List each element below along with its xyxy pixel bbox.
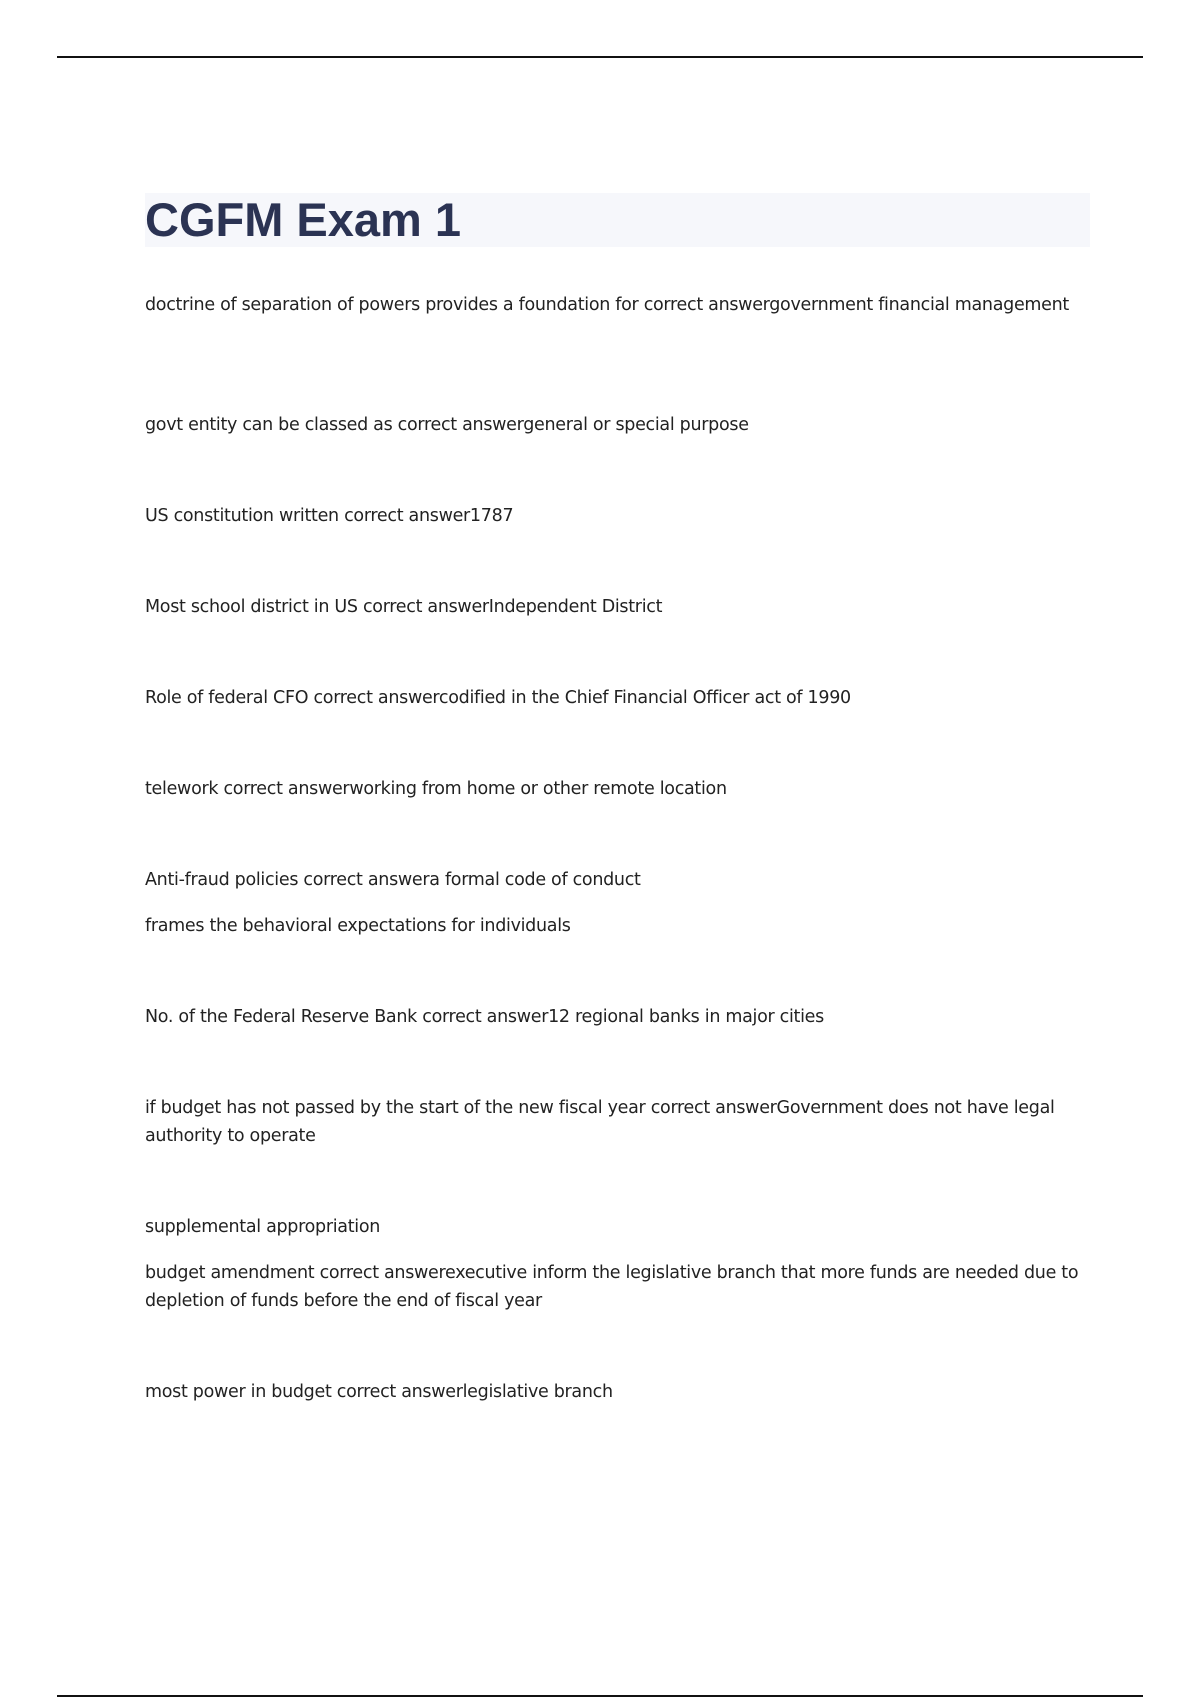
qa-entry-federal-cfo: Role of federal CFO correct answercodified in the Chief Financial Officer act of 1990 <box>145 688 851 708</box>
qa-entry-federal-reserve: No. of the Federal Reserve Bank correct answer12 regional banks in major cities <box>145 1007 824 1027</box>
qa-entry-separation-of-powers: doctrine of separation of powers provides a foundation for correct answergovernment financial management <box>145 295 1069 315</box>
qa-entry-behavioral-expectations: frames the behavioral expectations for individuals <box>145 916 571 936</box>
qa-entry-budget-amendment: budget amendment correct answerexecutive inform the legislative branch that more funds are needed due to depletion of funds before the end of fiscal year <box>145 1263 1079 1311</box>
page-title: CGFM Exam 1 <box>145 193 462 246</box>
bottom-rule <box>57 1695 1143 1697</box>
qa-entry-school-district: Most school district in US correct answerIndependent District <box>145 597 663 617</box>
qa-entry-supplemental-appropriation: supplemental appropriation <box>145 1217 381 1237</box>
qa-entry-budget-not-passed: if budget has not passed by the start of the new fiscal year correct answerGovernment does not have legal authority to operate <box>145 1098 1055 1146</box>
qa-entry-us-constitution: US constitution written correct answer1787 <box>145 506 514 526</box>
qa-entry-govt-entity: govt entity can be classed as correct answergeneral or special purpose <box>145 415 749 435</box>
qa-entry-anti-fraud: Anti-fraud policies correct answera formal code of conduct <box>145 870 641 890</box>
qa-entry-telework: telework correct answerworking from home or other remote location <box>145 779 727 799</box>
qa-entry-budget-power: most power in budget correct answerlegislative branch <box>145 1382 613 1402</box>
top-rule <box>57 56 1143 58</box>
